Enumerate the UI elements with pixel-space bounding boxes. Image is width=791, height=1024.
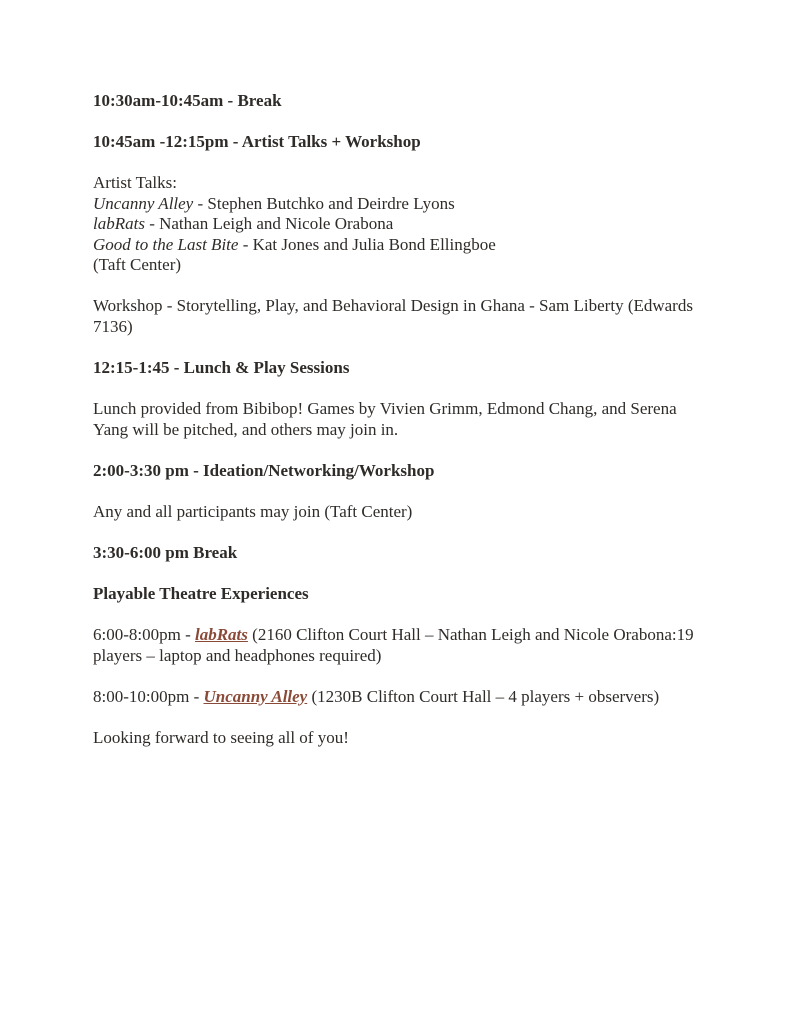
artist-talks-location: (Taft Center) bbox=[93, 255, 182, 275]
artist-talk-item bbox=[93, 235, 708, 256]
heading-artist-talks-workshop: 10:45am -12:15pm - Artist Talks + Workshop bbox=[93, 132, 421, 152]
heading-playable-theatre-experiences: Playable Theatre Experiences bbox=[93, 583, 309, 603]
heading-break-1030: 10:30am-10:45am - Break bbox=[93, 91, 282, 110]
uncanny-event-time: 8:00-10:00pm - bbox=[93, 686, 204, 706]
uncanny-alley-link[interactable]: Uncanny Alley bbox=[203, 686, 308, 706]
ideation-paragraph: Any and all participants may join (Taft Center) bbox=[93, 501, 413, 521]
artist-talk-credit: - Stephen Butchko and Deirdre Lyons bbox=[193, 193, 455, 213]
lunch-paragraph: Lunch provided from Bibibop! Games by Vivien Grimm, Edmond Chang, and Serena Yang will be pitched, and others may join in. bbox=[93, 399, 677, 439]
labrats-event-time: 6:00-8:00pm - bbox=[93, 625, 195, 644]
heading-break-330: 3:30-6:00 pm Break bbox=[93, 542, 238, 562]
game-title-good-to-last-bite: Good to the Last Bite bbox=[93, 234, 239, 254]
artist-talk-credit: - Nathan Leigh and Nicole Orabona bbox=[144, 214, 394, 234]
heading-ideation-networking-workshop: 2:00-3:30 pm - Ideation/Networking/Workshop bbox=[93, 460, 435, 480]
artist-talk-credit: - Kat Jones and Julia Bond Ellingboe bbox=[238, 234, 496, 254]
game-title-uncanny-alley: Uncanny Alley bbox=[93, 193, 194, 213]
labrats-event-paragraph bbox=[93, 625, 708, 666]
labrats-link[interactable]: labRats bbox=[195, 625, 248, 644]
artist-talks-block bbox=[93, 173, 708, 276]
artist-talk-item bbox=[93, 194, 708, 215]
labrats-event-details: (2160 Clifton Court Hall – Nathan Leigh and Nicole Orabona:19 players – laptop and headphones required) bbox=[93, 625, 694, 665]
game-title-labrats: labRats bbox=[93, 214, 145, 234]
artist-talks-label: Artist Talks: bbox=[93, 173, 177, 193]
uncanny-event-details: (1230B Clifton Court Hall – 4 players + observers) bbox=[307, 686, 660, 706]
closing-paragraph: Looking forward to seeing all of you! bbox=[93, 727, 349, 747]
uncanny-alley-event-paragraph bbox=[93, 687, 708, 708]
workshop-paragraph: Workshop - Storytelling, Play, and Behavioral Design in Ghana - Sam Liberty (Edwards 7136) bbox=[93, 296, 693, 336]
heading-lunch-play-sessions: 12:15-1:45 - Lunch & Play Sessions bbox=[93, 358, 350, 378]
artist-talk-item bbox=[93, 214, 708, 235]
